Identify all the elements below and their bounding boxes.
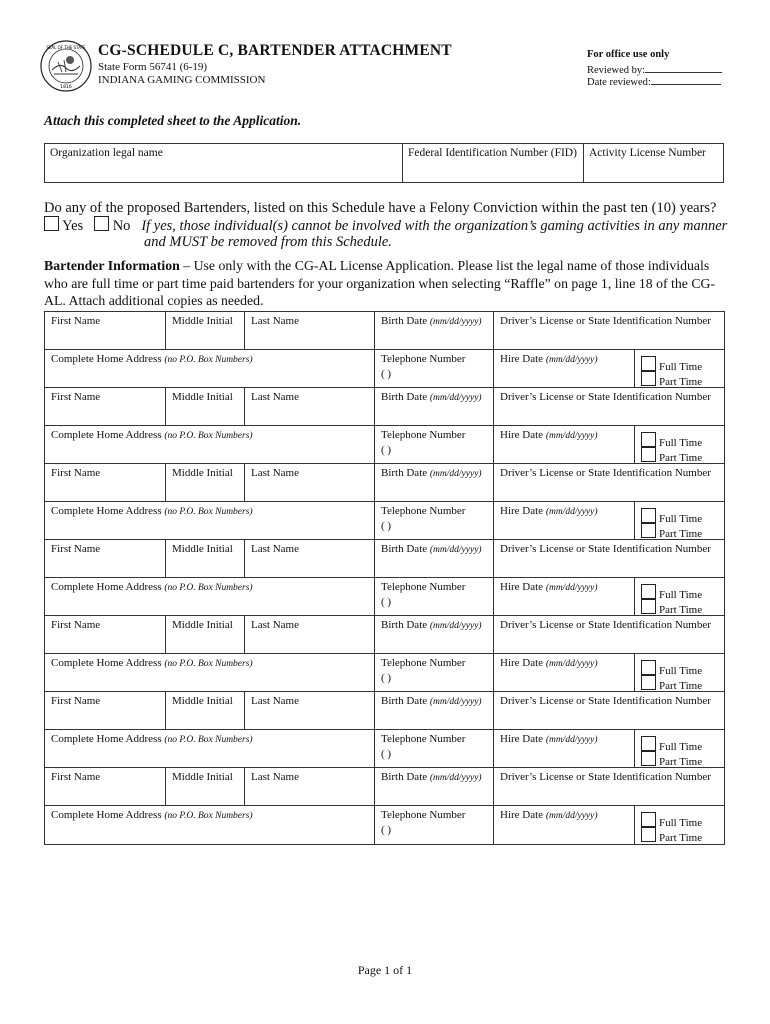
employment-type-cell	[635, 502, 724, 539]
first-name-label: First Name	[51, 695, 101, 707]
home-address-label: Complete Home Address	[51, 809, 162, 821]
bartender-name-row	[45, 464, 724, 502]
part-time-checkbox[interactable]	[641, 447, 656, 462]
form-title: CG-SCHEDULE C, BARTENDER ATTACHMENT	[98, 42, 452, 59]
birth-date-format: (mm/dd/yyyy)	[429, 697, 482, 707]
birth-date-field[interactable]	[375, 692, 494, 729]
telephone-area-code: ( )	[381, 596, 392, 608]
telephone-field[interactable]	[375, 350, 494, 387]
hire-date-format: (mm/dd/yyyy)	[545, 583, 598, 593]
page-number: Page 1 of 1	[357, 963, 413, 977]
part-time-label: Part Time	[659, 452, 703, 464]
felony-note-line2: and MUST be removed from this Schedule.	[144, 234, 392, 250]
part-time-checkbox[interactable]	[641, 599, 656, 614]
telephone-field[interactable]	[375, 730, 494, 767]
bartender-name-row	[45, 312, 724, 350]
birth-date-field[interactable]	[375, 388, 494, 425]
home-address-field[interactable]	[45, 350, 375, 387]
last-name-label: Last Name	[251, 543, 299, 555]
telephone-label: Telephone Number	[381, 581, 466, 593]
full-time-checkbox[interactable]	[641, 812, 656, 827]
middle-initial-label: Middle Initial	[172, 771, 233, 783]
part-time-checkbox[interactable]	[641, 827, 656, 842]
middle-initial-label: Middle Initial	[172, 695, 233, 707]
activity-license-field[interactable]	[584, 144, 725, 182]
full-time-label: Full Time	[659, 589, 703, 601]
first-name-field[interactable]	[45, 312, 166, 349]
telephone-field[interactable]	[375, 806, 494, 844]
employment-type-cell	[635, 578, 724, 615]
part-time-option[interactable]	[641, 599, 702, 616]
home-address-label: Complete Home Address	[51, 429, 162, 441]
hire-date-field[interactable]	[494, 350, 635, 387]
full-time-checkbox[interactable]	[641, 584, 656, 599]
home-address-label: Complete Home Address	[51, 733, 162, 745]
bartender-address-row	[45, 502, 724, 540]
telephone-label: Telephone Number	[381, 429, 466, 441]
org-legal-name-label: Organization legal name	[50, 147, 163, 159]
home-address-field[interactable]	[45, 426, 375, 463]
bartender-name-row	[45, 388, 724, 426]
middle-initial-field[interactable]	[166, 388, 245, 425]
telephone-label: Telephone Number	[381, 809, 466, 821]
home-address-label: Complete Home Address	[51, 505, 162, 517]
first-name-label: First Name	[51, 315, 101, 327]
telephone-area-code: ( )	[381, 672, 392, 684]
felony-note-line1: If yes, those individual(s) cannot be involved with the organization’s gaming activities in any manner	[141, 218, 728, 234]
hire-date-format: (mm/dd/yyyy)	[545, 507, 598, 517]
bartender-info-paragraph	[44, 257, 730, 310]
middle-initial-field[interactable]	[166, 768, 245, 805]
telephone-label: Telephone Number	[381, 505, 466, 517]
first-name-field[interactable]	[45, 616, 166, 653]
last-name-field[interactable]	[245, 464, 375, 501]
birth-date-field[interactable]	[375, 616, 494, 653]
hire-date-field[interactable]	[494, 502, 635, 539]
home-address-note: (no P.O. Box Numbers)	[164, 507, 253, 517]
employment-type-cell	[635, 730, 724, 767]
part-time-option[interactable]	[641, 827, 702, 844]
full-time-checkbox[interactable]	[641, 660, 656, 675]
org-legal-name-field[interactable]	[45, 144, 403, 182]
activity-license-label: Activity License Number	[589, 147, 706, 159]
hire-date-label: Hire Date	[500, 429, 544, 441]
part-time-label: Part Time	[659, 604, 703, 616]
part-time-checkbox[interactable]	[641, 523, 656, 538]
birth-date-field[interactable]	[375, 464, 494, 501]
hire-date-label: Hire Date	[500, 353, 544, 365]
telephone-field[interactable]	[375, 654, 494, 691]
hire-date-format: (mm/dd/yyyy)	[545, 431, 598, 441]
birth-date-format: (mm/dd/yyyy)	[429, 317, 482, 327]
home-address-note: (no P.O. Box Numbers)	[164, 659, 253, 669]
telephone-area-code: ( )	[381, 748, 392, 760]
drivers-license-field[interactable]	[494, 768, 724, 805]
home-address-note: (no P.O. Box Numbers)	[164, 583, 253, 593]
organization-table	[44, 143, 724, 183]
first-name-field[interactable]	[45, 540, 166, 577]
last-name-field[interactable]	[245, 692, 375, 729]
last-name-label: Last Name	[251, 467, 299, 479]
part-time-checkbox[interactable]	[641, 675, 656, 690]
employment-type-cell	[635, 806, 724, 844]
felony-question: Do any of the proposed Bartenders, listed on this Schedule have a Felony Conviction within the past ten (10) years?	[44, 200, 717, 216]
svg-text:SEAL OF THE STATE: SEAL OF THE STATE	[46, 45, 86, 50]
bartender-info-heading: Bartender Information	[44, 258, 180, 273]
hire-date-format: (mm/dd/yyyy)	[545, 355, 598, 365]
hire-date-field[interactable]	[494, 578, 635, 615]
last-name-field[interactable]	[245, 388, 375, 425]
full-time-label: Full Time	[659, 741, 703, 753]
drivers-license-label: Driver’s License or State Identification Number	[500, 695, 711, 707]
telephone-area-code: ( )	[381, 368, 392, 380]
last-name-label: Last Name	[251, 695, 299, 707]
part-time-label: Part Time	[659, 376, 703, 388]
first-name-field[interactable]	[45, 692, 166, 729]
last-name-label: Last Name	[251, 315, 299, 327]
bartender-name-row	[45, 540, 724, 578]
drivers-license-field[interactable]	[494, 388, 724, 425]
felony-no-label: No	[112, 218, 131, 234]
drivers-license-label: Driver’s License or State Identification Number	[500, 467, 711, 479]
hire-date-label: Hire Date	[500, 505, 544, 517]
bartender-address-row	[45, 654, 724, 692]
employment-type-cell	[635, 426, 724, 463]
drivers-license-label: Driver’s License or State Identification Number	[500, 771, 711, 783]
hire-date-field[interactable]	[494, 654, 635, 691]
birth-date-format: (mm/dd/yyyy)	[429, 621, 482, 631]
home-address-field[interactable]	[45, 806, 375, 844]
first-name-field[interactable]	[45, 464, 166, 501]
telephone-area-code: ( )	[381, 520, 392, 532]
full-time-label: Full Time	[659, 513, 703, 525]
first-name-label: First Name	[51, 619, 101, 631]
middle-initial-field[interactable]	[166, 616, 245, 653]
bartender-name-row	[45, 616, 724, 654]
first-name-field[interactable]	[45, 768, 166, 805]
birth-date-field[interactable]	[375, 540, 494, 577]
fid-field[interactable]	[403, 144, 584, 182]
drivers-license-label: Driver’s License or State Identification Number	[500, 619, 711, 631]
first-name-label: First Name	[51, 543, 101, 555]
home-address-label: Complete Home Address	[51, 353, 162, 365]
telephone-field[interactable]	[375, 578, 494, 615]
birth-date-format: (mm/dd/yyyy)	[429, 545, 482, 555]
telephone-area-code: ( )	[381, 444, 392, 456]
telephone-label: Telephone Number	[381, 657, 466, 669]
part-time-option[interactable]	[641, 751, 702, 768]
part-time-label: Part Time	[659, 528, 703, 540]
home-address-field[interactable]	[45, 578, 375, 615]
last-name-field[interactable]	[245, 540, 375, 577]
full-time-label: Full Time	[659, 437, 703, 449]
home-address-field[interactable]	[45, 654, 375, 691]
part-time-label: Part Time	[659, 680, 703, 692]
hire-date-format: (mm/dd/yyyy)	[545, 659, 598, 669]
drivers-license-field[interactable]	[494, 312, 724, 349]
reviewed-by-label: Reviewed by:	[587, 65, 646, 76]
felony-answer-row	[44, 216, 727, 235]
last-name-field[interactable]	[245, 312, 375, 349]
telephone-area-code: ( )	[381, 824, 392, 836]
last-name-field[interactable]	[245, 768, 375, 805]
hire-date-field[interactable]	[494, 426, 635, 463]
employment-type-cell	[635, 654, 724, 691]
full-time-label: Full Time	[659, 665, 703, 677]
hire-date-format: (mm/dd/yyyy)	[545, 735, 598, 745]
last-name-label: Last Name	[251, 619, 299, 631]
home-address-note: (no P.O. Box Numbers)	[164, 431, 253, 441]
home-address-note: (no P.O. Box Numbers)	[164, 811, 253, 821]
part-time-checkbox[interactable]	[641, 371, 656, 386]
drivers-license-field[interactable]	[494, 464, 724, 501]
home-address-field[interactable]	[45, 730, 375, 767]
middle-initial-field[interactable]	[166, 540, 245, 577]
part-time-label: Part Time	[659, 832, 703, 844]
first-name-field[interactable]	[45, 388, 166, 425]
hire-date-label: Hire Date	[500, 581, 544, 593]
first-name-label: First Name	[51, 467, 101, 479]
last-name-label: Last Name	[251, 771, 299, 783]
part-time-option[interactable]	[641, 523, 702, 540]
birth-date-label: Birth Date	[381, 771, 428, 783]
full-time-label: Full Time	[659, 361, 703, 373]
svg-text:1816: 1816	[60, 85, 72, 90]
state-form-number: State Form 56741 (6-19)	[98, 61, 208, 73]
part-time-option[interactable]	[641, 371, 702, 388]
hire-date-field[interactable]	[494, 730, 635, 767]
indiana-state-seal-icon	[40, 40, 92, 92]
drivers-license-field[interactable]	[494, 540, 724, 577]
full-time-checkbox[interactable]	[641, 356, 656, 371]
birth-date-format: (mm/dd/yyyy)	[429, 469, 482, 479]
fid-label: Federal Identification Number (FID)	[408, 147, 577, 159]
part-time-option[interactable]	[641, 675, 702, 692]
birth-date-label: Birth Date	[381, 467, 428, 479]
telephone-label: Telephone Number	[381, 733, 466, 745]
bartender-name-row	[45, 692, 724, 730]
home-address-label: Complete Home Address	[51, 657, 162, 669]
part-time-checkbox[interactable]	[641, 751, 656, 766]
bartender-address-row	[45, 426, 724, 464]
last-name-label: Last Name	[251, 391, 299, 403]
reviewed-by-field[interactable]	[645, 62, 722, 73]
office-use-heading: For office use only	[587, 49, 670, 60]
date-reviewed-row	[587, 74, 721, 88]
drivers-license-field[interactable]	[494, 692, 724, 729]
employment-type-cell	[635, 350, 724, 387]
bartender-address-row	[45, 350, 724, 388]
middle-initial-label: Middle Initial	[172, 315, 233, 327]
birth-date-label: Birth Date	[381, 543, 428, 555]
birth-date-label: Birth Date	[381, 315, 428, 327]
hire-date-field[interactable]	[494, 806, 635, 844]
felony-no-checkbox[interactable]	[94, 216, 109, 231]
part-time-label: Part Time	[659, 756, 703, 768]
home-address-note: (no P.O. Box Numbers)	[164, 735, 253, 745]
last-name-field[interactable]	[245, 616, 375, 653]
drivers-license-label: Driver’s License or State Identification Number	[500, 543, 711, 555]
birth-date-format: (mm/dd/yyyy)	[429, 773, 482, 783]
felony-yes-label: Yes	[62, 218, 84, 234]
middle-initial-label: Middle Initial	[172, 467, 233, 479]
middle-initial-label: Middle Initial	[172, 391, 233, 403]
home-address-label: Complete Home Address	[51, 581, 162, 593]
home-address-field[interactable]	[45, 502, 375, 539]
bartender-table	[44, 311, 725, 845]
middle-initial-field[interactable]	[166, 464, 245, 501]
hire-date-label: Hire Date	[500, 809, 544, 821]
telephone-field[interactable]	[375, 502, 494, 539]
bartender-address-row	[45, 730, 724, 768]
middle-initial-field[interactable]	[166, 312, 245, 349]
bartender-address-row	[45, 578, 724, 616]
full-time-checkbox[interactable]	[641, 736, 656, 751]
drivers-license-label: Driver’s License or State Identification Number	[500, 315, 711, 327]
attach-instruction: Attach this completed sheet to the Application.	[44, 113, 302, 128]
birth-date-label: Birth Date	[381, 695, 428, 707]
bartender-address-row	[45, 806, 724, 844]
birth-date-label: Birth Date	[381, 619, 428, 631]
felony-yes-checkbox[interactable]	[44, 216, 59, 231]
telephone-label: Telephone Number	[381, 353, 466, 365]
agency-name: INDIANA GAMING COMMISSION	[98, 74, 266, 86]
first-name-label: First Name	[51, 771, 101, 783]
full-time-checkbox[interactable]	[641, 432, 656, 447]
drivers-license-field[interactable]	[494, 616, 724, 653]
home-address-note: (no P.O. Box Numbers)	[164, 355, 253, 365]
date-reviewed-label: Date reviewed:	[587, 77, 651, 88]
drivers-license-label: Driver’s License or State Identification Number	[500, 391, 711, 403]
middle-initial-label: Middle Initial	[172, 619, 233, 631]
date-reviewed-field[interactable]	[651, 74, 721, 85]
birth-date-field[interactable]	[375, 312, 494, 349]
hire-date-format: (mm/dd/yyyy)	[545, 811, 598, 821]
birth-date-format: (mm/dd/yyyy)	[429, 393, 482, 403]
bartender-info-text: – Use only with the CG-AL License Application. Please list the legal name of those individuals who are full time or part time paid bartenders for your organization when selecting “Raffle” on page 1, line 18 of the CG-AL. Attach additional copies as needed.	[44, 258, 716, 308]
birth-date-label: Birth Date	[381, 391, 428, 403]
hire-date-label: Hire Date	[500, 657, 544, 669]
telephone-field[interactable]	[375, 426, 494, 463]
middle-initial-label: Middle Initial	[172, 543, 233, 555]
bartender-name-row	[45, 768, 724, 806]
first-name-label: First Name	[51, 391, 101, 403]
full-time-checkbox[interactable]	[641, 508, 656, 523]
part-time-option[interactable]	[641, 447, 702, 464]
hire-date-label: Hire Date	[500, 733, 544, 745]
birth-date-field[interactable]	[375, 768, 494, 805]
middle-initial-field[interactable]	[166, 692, 245, 729]
full-time-label: Full Time	[659, 817, 703, 829]
